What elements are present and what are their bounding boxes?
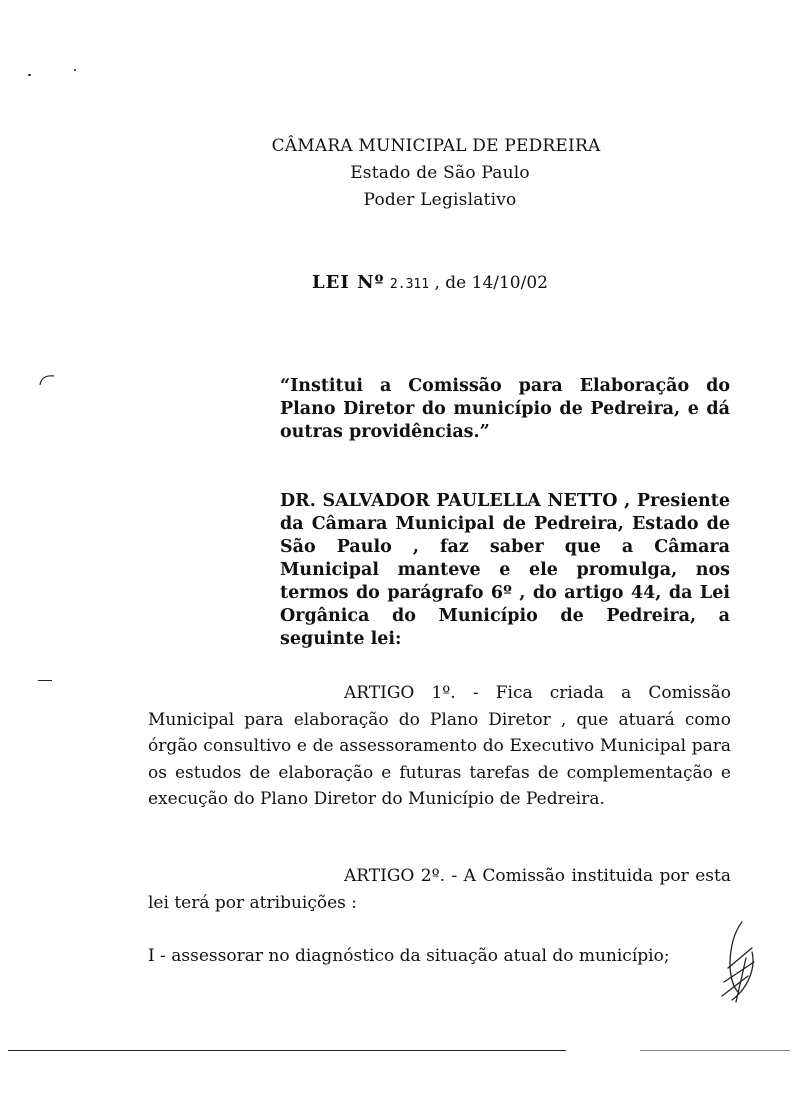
law-number: 2.311 <box>389 277 430 292</box>
bottom-rule <box>8 1050 566 1051</box>
margin-mark <box>38 372 58 386</box>
article-2: ARTIGO 2º. - A Comissão instituida por esta lei terá por atribuições : <box>148 866 731 913</box>
state-subtitle: Estado de São Paulo <box>350 163 530 183</box>
signature-initials <box>708 918 760 1008</box>
law-summary: “Institui a Comissão para Elaboração do Plano Diretor do município de Pedreira, e dá outras providências.” <box>280 376 730 442</box>
bottom-rule-right <box>640 1050 790 1051</box>
scan-speck <box>74 69 76 71</box>
item-i: I - assessorar no diagnóstico da situação atual do município; <box>148 946 670 966</box>
law-heading <box>312 272 548 293</box>
article-1: ARTIGO 1º. - Fica criada a Comissão Municipal para elaboração do Plano Diretor , que atuará como órgão consultivo e de assessoramento do Executivo Municipal para os estudos de elaboração e futuras tarefas de complementação e execução do Plano Diretor do Município de Pedreira. <box>148 683 731 809</box>
margin-dash <box>38 680 52 681</box>
branch-subtitle: Poder Legislativo <box>363 190 517 210</box>
scan-speck <box>28 74 31 76</box>
law-date: , de 14/10/02 <box>434 273 548 293</box>
preamble-text: DR. SALVADOR PAULELLA NETTO , Presiente da Câmara Municipal de Pedreira, Estado de São Paulo , faz saber que a Câmara Municipal manteve e ele promulga, nos termos do parágrafo 6º , do artigo 44, da Lei Orgânica do Município de Pedreira, a seguinte lei: <box>280 491 730 649</box>
institution-title: CÂMARA MUNICIPAL DE PEDREIRA <box>271 136 601 156</box>
law-prefix: LEI Nº <box>312 272 385 293</box>
